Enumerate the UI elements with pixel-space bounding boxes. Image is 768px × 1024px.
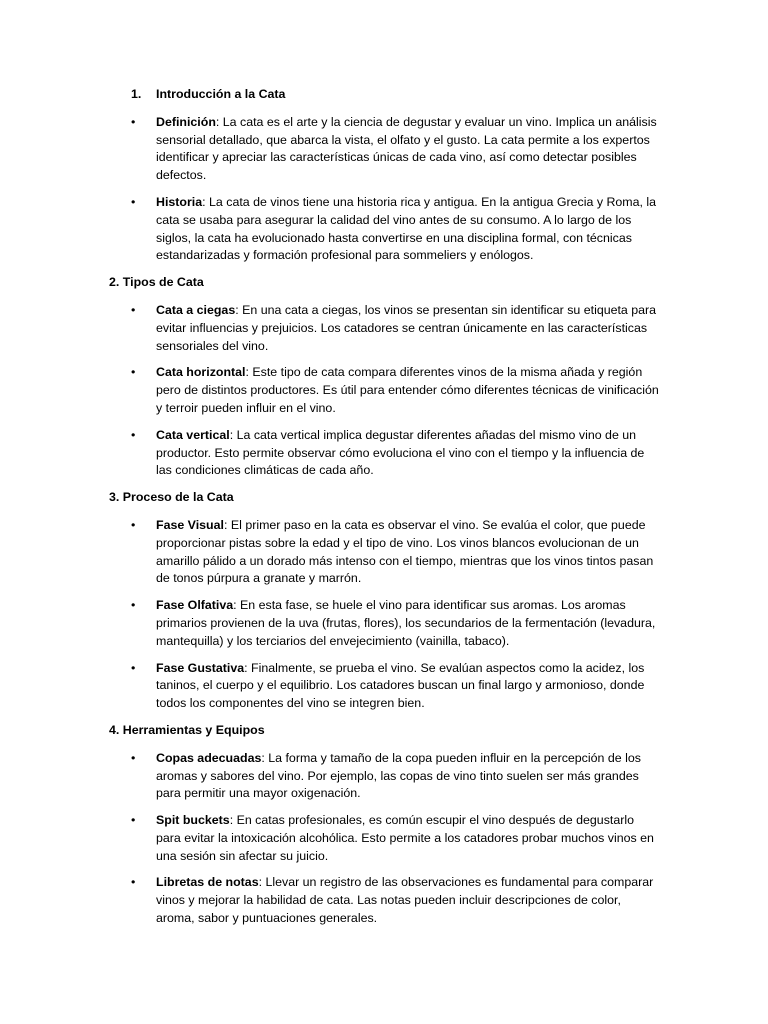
section-heading-tipos [0,274,768,292]
item-text: : En una cata a ciegas, los vinos se presentan sin identificar su etiqueta para evitar influencias y prejuicios. Los catadores se centran únicamente en las características sensoriales del vino. [156,302,657,353]
bullet-icon: • [131,517,136,532]
document-body [0,86,768,937]
item-term: Fase Gustativa [156,660,245,675]
item-term: Historia [156,194,203,209]
bullet-icon: • [131,302,136,317]
item-text: : Finalmente, se prueba el vino. Se evalúan aspectos como la acidez, los taninos, el cuerpo y el equilibrio. Los catadores buscan un final largo y armonioso, donde todos los componentes del vino se integren bien. [156,660,645,711]
item-term: Cata vertical [156,427,230,442]
bullet-icon: • [131,875,136,890]
list-item [0,597,659,650]
item-text: : La cata es el arte y la ciencia de degustar y evaluar un vino. Implica un análisis sensorial detallado, que abarca la vista, el olfato y el gusto. La cata permite a los expertos identificar y apreciar las características únicas de cada vino, así como detectar posibles defectos. [156,114,657,183]
bullet-icon: • [131,114,136,129]
item-text: : La forma y tamaño de la copa pueden influir en la percepción de los aromas y sabores del vino. Por ejemplo, las copas de vino tinto suelen ser más grandes para permitir una mayor oxigenación. [156,750,641,801]
item-term: Copas adecuadas [156,750,262,765]
item-term: Libretas de notas [156,875,259,890]
item-text: : En catas profesionales, es común escupir el vino después de degustarlo para evitar la intoxicación alcohólica. Esto permite a los catadores probar muchos vinos en una sesión sin afectar su juicio. [156,813,654,863]
list-item [0,364,659,417]
section-title: Introducción a la Cata [156,87,286,101]
list-item [0,517,659,588]
bullet-icon: • [131,365,136,380]
list-item [0,427,659,480]
section-title: 4. Herramientas y Equipos [109,722,265,737]
item-text: : Este tipo de cata compara diferentes vinos de la misma añada y región pero de distintos productores. Es útil para entender cómo diferentes técnicas de vinificación y terroir pueden influir en el vino. [156,365,659,415]
section-heading-herramientas [0,722,768,740]
list-item [0,812,659,865]
bullet-icon: • [131,194,136,209]
item-text: : En esta fase, se huele el vino para identificar sus aromas. Los aromas primarios provienen de la uva (frutas, flores), los secundarios de la fermentación (levadura, mantequilla) y los terciarios del envejecimiento (vainilla, tabaco). [156,598,656,648]
item-term: Cata horizontal [156,365,246,380]
bullet-icon: • [131,598,136,613]
section-heading-proceso [0,489,768,507]
section-number: 1. [131,87,142,101]
bullet-icon: • [131,750,136,765]
bullet-icon: • [131,813,136,828]
section-heading-introduccion [0,86,768,104]
item-term: Spit buckets [156,813,230,828]
item-text: : La cata vertical implica degustar diferentes añadas del mismo vino de un productor. Esto permite observar cómo evoluciona el vino con el tiempo y la influencia de las condiciones climáticas de cada año. [156,427,645,478]
list-item [0,302,659,355]
list-item [0,194,659,265]
item-text: : La cata de vinos tiene una historia rica y antigua. En la antigua Grecia y Roma, la cata se usaba para asegurar la calidad del vino antes de su consumo. A lo largo de los siglos, la cata ha evolucionado hasta convertirse en una disciplina formal, con técnicas estandarizadas y formación profesional para sommeliers y enólogos. [156,194,657,263]
item-term: Fase Visual [156,517,224,532]
section-title: 2. Tipos de Cata [109,275,204,290]
item-text: : Llevar un registro de las observaciones es fundamental para comparar vinos y mejorar la habilidad de cata. Las notas pueden incluir descripciones de color, aroma, sabor y puntuaciones generales. [156,875,654,926]
list-item [0,660,659,713]
bullet-icon: • [131,660,136,675]
item-text: : El primer paso en la cata es observar el vino. Se evalúa el color, que puede proporcionar pistas sobre la edad y el tipo de vino. Los vinos blancos evolucionan de un amarillo pálido a un dorado más intenso con el tiempo, mientras que los vinos tintos pasan de tonos púrpura a granate y marrón. [156,517,654,586]
list-item [0,750,659,803]
section-title: 3. Proceso de la Cata [109,490,234,505]
list-item [0,874,659,927]
item-term: Cata a ciegas [156,302,236,317]
item-term: Fase Olfativa [156,598,234,613]
item-term: Definición [156,114,216,129]
list-item [0,114,659,185]
bullet-icon: • [131,427,136,442]
